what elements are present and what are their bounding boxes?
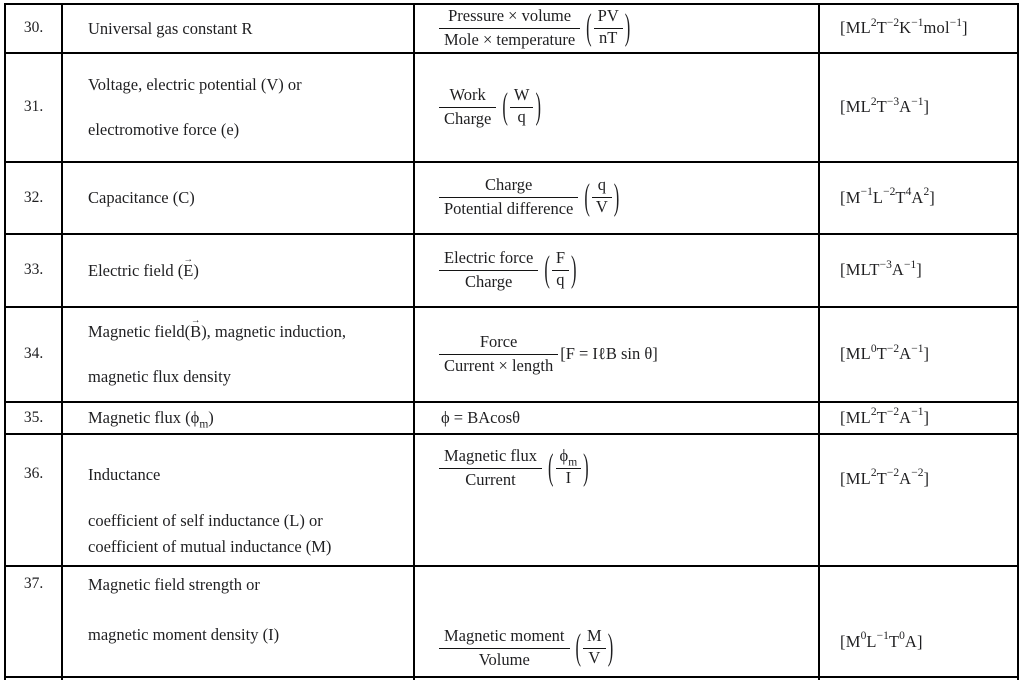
dimension-cell: $[MLT^{-3}A^{-1}]$ [819, 234, 1018, 307]
fraction: $\frac{\text{Magnetic moment}}{\text{Volume}}$ [439, 627, 570, 670]
formula-cell [414, 53, 819, 162]
cropped-next-row [5, 677, 1018, 680]
quantity-line: coefficient of mutual inductance (M) [88, 537, 332, 557]
table-row [5, 402, 1018, 434]
fraction: $\frac{\text{Force}}{\text{Current × length}}$ [439, 333, 558, 376]
dimension-cell: $[ML^2T^{-3}A^{-1}]$ [819, 53, 1018, 162]
table-row [5, 566, 1018, 677]
fraction: $\frac{W}{q}$ [510, 86, 534, 129]
paren-fraction [500, 86, 543, 129]
fraction: $\frac{\text{Electric force}}{\text{Charge}}$ [439, 249, 538, 292]
paren-fraction [546, 447, 591, 490]
open-paren: ( [584, 174, 590, 218]
cropped-cell [62, 677, 414, 680]
serial-cell: 35. [5, 402, 62, 434]
open-paren: ( [548, 445, 554, 488]
quantity-line: magnetic flux density [88, 367, 231, 387]
quantity-cell [62, 566, 414, 677]
cropped-cell [819, 677, 1018, 680]
quantity-line: magnetic moment density (I) [88, 624, 280, 644]
dimension-cell: $[M^0L^{-1}T^0A]$ [819, 566, 1018, 677]
fraction: $\frac{M}{V}$ [583, 627, 606, 670]
serial-cell: 37. [5, 566, 62, 677]
close-paren: ) [571, 247, 577, 291]
fraction: $\frac{PV}{nT}$ [594, 7, 623, 50]
quantity-line: coefficient of self inductance (L) or [88, 510, 323, 530]
quantity-line: Electric field (E →) [88, 261, 405, 281]
serial-cell: 34. [5, 307, 62, 402]
close-paren: ) [535, 84, 541, 128]
dimension-cell: $[M^{-1}L^{-2}T^4A^2]$ [819, 162, 1018, 234]
formula-cell [414, 234, 819, 307]
quantity-line: Magnetic flux $(\phi_m)$ [88, 407, 214, 431]
cropped-cell [414, 677, 819, 680]
paren-fraction [574, 627, 616, 670]
quantity-line: Magnetic field strength or [88, 574, 260, 594]
paren-fraction [584, 7, 632, 50]
table-row [5, 234, 1018, 307]
fraction: $\frac{\text{Charge}}{\text{Potential difference}}$ [439, 176, 578, 219]
table-row [5, 307, 1018, 402]
dimension-cell: $[ML^2T^{-2}A^{-1}]$ [819, 402, 1018, 434]
serial-cell: 32. [5, 162, 62, 234]
table-row [5, 434, 1018, 566]
formula-cell [414, 434, 819, 566]
quantity-cell [62, 53, 414, 162]
serial-cell: 33. [5, 234, 62, 307]
formula-cell [414, 307, 819, 402]
dimension-cell: $[ML^0T^{-2}A^{-1}]$ [819, 307, 1018, 402]
serial-cell: 30. [5, 4, 62, 53]
close-paren: ) [624, 5, 631, 49]
serial-cell: 36. [5, 434, 62, 566]
formula-text: [F = IℓB sin θ] [560, 343, 658, 363]
table-row [5, 162, 1018, 234]
quantity-line: Magnetic field(B →), magnetic induction, [88, 322, 405, 342]
fraction: $\frac{\text{Pressure × volume}}{\text{Mole × temperature}}$ [439, 7, 580, 50]
quantity-line: Capacitance (C) [88, 188, 195, 208]
paren-fraction [542, 249, 578, 292]
formula-cell [414, 162, 819, 234]
quantity-cell [62, 234, 414, 307]
quantity-line: electromotive force (e) [88, 120, 240, 140]
close-paren: ) [613, 174, 620, 218]
fraction: $\frac{F}{q}$ [552, 249, 569, 292]
table-body [5, 4, 1018, 680]
quantity-cell [62, 402, 414, 434]
quantity-cell [62, 4, 414, 53]
quantity-cell [62, 307, 414, 402]
close-paren: ) [583, 445, 589, 488]
open-paren: ( [502, 84, 508, 128]
table-row [5, 4, 1018, 53]
formula-text: ϕ = BAcosθ [441, 407, 521, 427]
open-paren: ( [575, 625, 582, 668]
open-paren: ( [544, 247, 550, 291]
vector-arrow-letter: E → [183, 261, 193, 281]
fraction: $\frac{\text{Work}}{\text{Charge}}$ [439, 86, 496, 129]
vector-arrow-letter: B → [190, 322, 201, 342]
fraction: $\frac{q}{V}$ [592, 176, 612, 219]
dimensional-formula-table [4, 3, 1019, 680]
quantity-line: Universal gas constant R [88, 18, 253, 38]
cropped-cell [5, 677, 62, 680]
dimension-cell: $[ML^2T^{-2}A^{-2}]$ [819, 434, 1018, 566]
paren-fraction [582, 176, 621, 219]
quantity-line: Inductance [88, 464, 161, 484]
formula-cell [414, 4, 819, 53]
quantity-line: Voltage, electric potential (V) or [88, 74, 302, 94]
formula-cell [414, 402, 819, 434]
quantity-cell [62, 434, 414, 566]
dimension-cell: $[ML^2T^{-2}K^{-1}mol^{-1}]$ [819, 4, 1018, 53]
quantity-cell [62, 162, 414, 234]
table-row [5, 53, 1018, 162]
formula-cell [414, 566, 819, 677]
close-paren: ) [607, 625, 614, 668]
fraction: $\frac{\text{Magnetic flux}}{\text{Current}}$ [439, 447, 542, 490]
fraction: $\frac{\phi_m}{I}$ [556, 447, 582, 490]
open-paren: ( [586, 5, 592, 49]
serial-cell: 31. [5, 53, 62, 162]
